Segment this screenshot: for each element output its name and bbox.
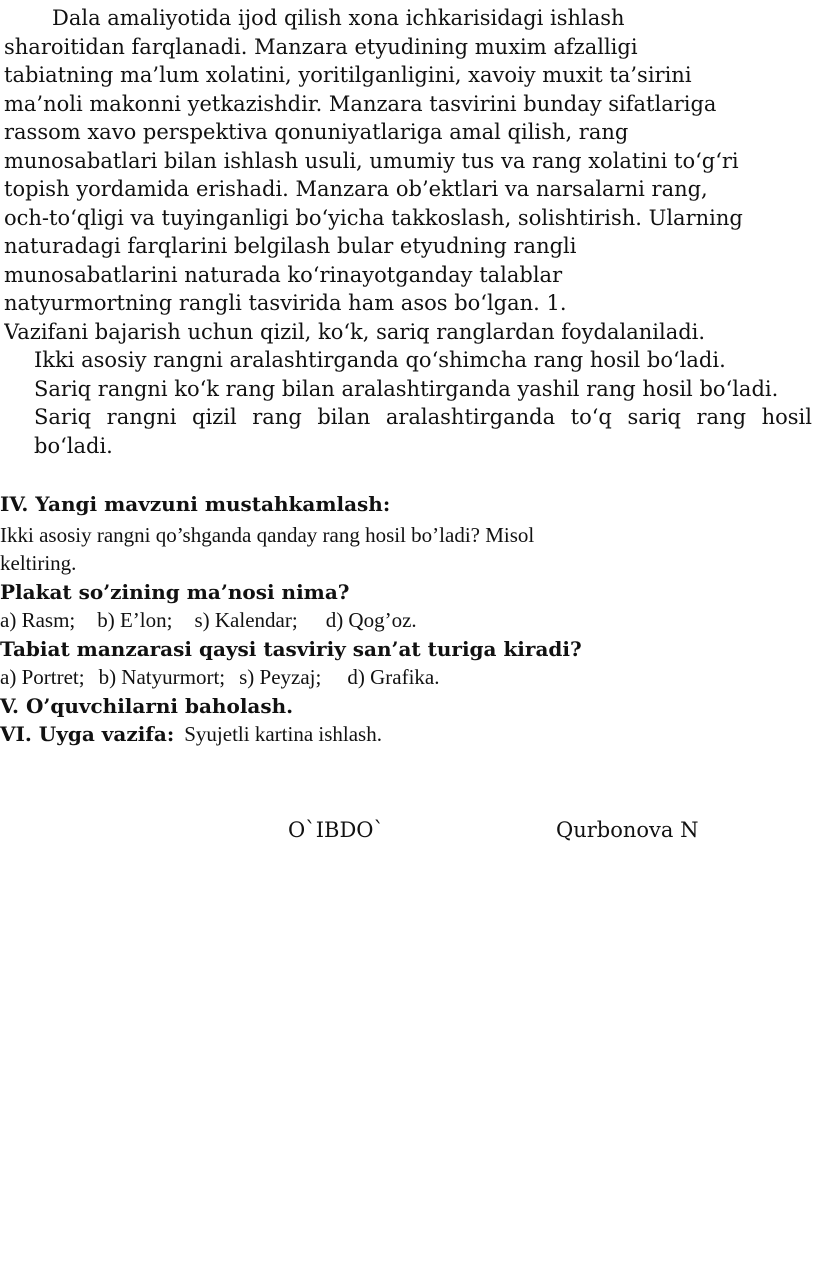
numbered-list (4, 346, 812, 460)
signature-role: O`IBDO` (288, 818, 384, 842)
answer-option: b) Natyurmort; (98, 665, 226, 689)
answer-option: b) E’lon; (97, 608, 173, 632)
paragraph-line: topish yordamida erishadi. Manzara ob’ektlari va narsalarni rang, (4, 177, 708, 201)
paragraph-line: tabiatning ma’lum xolatini, yoritilganligini, xavoiy muxit ta’sirini (4, 63, 692, 87)
answer-option: a) Portret; (0, 665, 85, 689)
section-6-heading: VI. Uyga vazifa: (0, 722, 175, 746)
section-4-heading: IV. Yangi mavzuni mustahkamlash: (0, 492, 391, 516)
question-1-continuation: keltiring. (0, 551, 77, 575)
answer-option: s) Peyzaj; (239, 665, 322, 689)
list-number (4, 346, 34, 375)
list-text: Sariq rangni ko‘k rang bilan aralashtirganda yashil rang hosil bo‘ladi. (34, 376, 779, 401)
section-5-heading: V. O’quvchilarni baholash. (0, 693, 294, 718)
answer-option: a) Rasm; (0, 608, 76, 632)
list-number (4, 403, 34, 432)
signature-name: Qurbonova N (556, 818, 699, 842)
question-3: Tabiat manzarasi qaysi tasviriy san’at turiga kiradi? (0, 636, 582, 661)
paragraph-line: naturadagi farqlarini belgilash bular etyudning rangli (4, 234, 577, 258)
paragraph-line: sharoitidan farqlanadi. Manzara etyudining muxim afzalligi (4, 34, 638, 59)
paragraph-line: och-to‘qligi va tuyinganligi bo‘yicha takkoslash, solishtirish. Ularning (4, 205, 743, 230)
paragraph-line: Vazifani bajarish uchun qizil, ko‘k, sariq ranglardan foydalaniladi. (4, 319, 706, 344)
answers-3 (0, 663, 816, 692)
answer-option: d) Qog’oz. (325, 608, 417, 632)
body-paragraph (4, 4, 812, 460)
paragraph-line: ma’noli makonni yetkazishdir. Manzara tasvirini bunday sifatlariga (4, 91, 717, 116)
list-text: Sariq rangni qizil rang bilan aralashtirganda to‘q sariq rang hosil bo‘ladi. (34, 405, 812, 458)
paragraph-line: Dala amaliyotida ijod qilish xona ichkarisidagi ishlash (52, 6, 625, 30)
answer-option: s) Kalendar; (194, 608, 298, 632)
answers-2 (0, 606, 816, 635)
list-item (4, 403, 812, 460)
paragraph-line: rassom xavo perspektiva qonuniyatlariga amal qilish, rang (4, 120, 629, 144)
answer-option: d) Grafika. (347, 665, 440, 689)
question-1: Ikki asosiy rangni qo’shganda qanday rang hosil bo’ladi? Misol (0, 522, 535, 547)
question-2: Plakat so’zining ma’nosi nima? (0, 579, 350, 604)
section-6-text: Syujetli kartina ishlash. (184, 722, 382, 746)
list-item (4, 375, 812, 404)
list-text: Ikki asosiy rangni aralashtirganda qo‘shimcha rang hosil bo‘ladi. (34, 348, 726, 372)
paragraph-line: munosabatlari bilan ishlash usuli, umumiy tus va rang xolatini to‘g‘ri (4, 148, 739, 173)
paragraph-line: munosabatlarini naturada ko‘rinayotganday talablar (4, 262, 563, 287)
list-number (4, 375, 34, 404)
section-4 (0, 490, 816, 749)
list-item (4, 346, 812, 375)
paragraph-line: natyurmortning rangli tasvirida ham asos bo‘lgan. 1. (4, 291, 567, 315)
section-6 (0, 720, 816, 749)
